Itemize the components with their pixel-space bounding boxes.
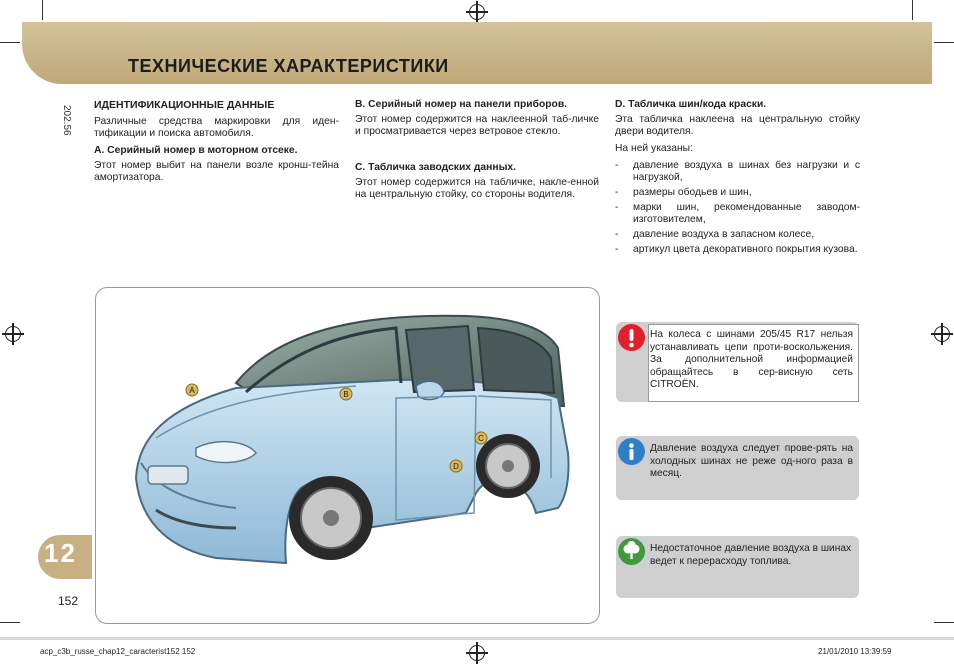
text-d: Эта табличка наклеена на центральную стойку двери водителя. [615,114,860,137]
car-illustration [96,288,599,623]
text-c: Этот номер содержится на табличке, накле-енной на центральную стойку, со стороны водителя. [355,177,599,200]
text-column-1 [94,99,339,189]
spec-list [615,160,860,256]
subheading-c: C. Табличка заводских данных. [355,162,516,173]
list-item: - артикул цвета декоративного покрытия кузова. [615,244,860,256]
text-column-2 [355,99,599,206]
subheading-d: D. Табличка шин/кода краски. [615,99,767,110]
warning-text: На колеса с шинами 205/45 R17 нельзя устанавливать цепи проти-воскольжения. За дополнительной информацией обращайтесь в сер-висную сеть CITROËN. [650,329,853,390]
page-number: 152 [58,594,79,608]
marker-label: C [478,434,484,443]
crop-mark [42,0,43,20]
subheading-b: B. Серийный номер на панели приборов. [355,99,568,110]
section-heading: ИДЕНТИФИКАЦИОННЫЕ ДАННЫЕ [94,99,275,111]
list-item: - марки шин, рекомендованные заводом-изготовителем, [615,202,860,226]
marker-b [340,388,352,400]
warning-icon [618,324,645,351]
text-column-3 [615,99,860,259]
crop-mark [912,0,913,20]
marker-label: B [343,390,349,399]
intro-text: Различные средства маркировки для иден-тификации и поиска автомобиля. [94,116,339,139]
warning-note [616,322,859,402]
marker-c [475,432,487,444]
subheading-a: A. Серийный номер в моторном отсеке. [94,145,298,156]
crop-mark [0,622,20,623]
car-photo [95,287,600,624]
list-intro: На ней указаны: [615,143,693,154]
eco-tree-icon [618,538,645,565]
crop-mark [934,622,954,623]
footer-file-info: acp_c3b_russe_chap12_caracterist152 152 [40,647,196,656]
footer-timestamp: 21/01/2010 13:39:59 [818,647,892,656]
marker-a [186,384,198,396]
eco-text: Недостаточное давление воздуха в шинах ведет к перерасходу топлива. [650,543,852,567]
footer-divider [0,637,954,640]
crop-mark [0,42,20,43]
side-code: 202.56 [61,105,72,136]
info-text: Давление воздуха следует прове-рять на холодных шинах не реже од-ного раза в месяц. [650,443,853,479]
page-title: ТЕХНИЧЕСКИЕ ХАРАКТЕРИСТИКИ [128,56,449,76]
registration-mark-icon [469,645,485,661]
text-a: Этот номер выбит на панели возле кронш-тейна амортизатора. [94,160,339,183]
marker-label: D [453,462,459,471]
info-icon [618,438,645,465]
list-item: - давление воздуха в шинах без нагрузки и с нагрузкой, [615,160,860,184]
registration-mark-icon [5,326,21,342]
chapter-number: 12 [44,538,77,568]
registration-mark-icon [469,4,485,20]
crop-mark [934,42,954,43]
eco-note [616,536,859,598]
list-item: - размеры ободьев и шин, [615,187,860,199]
registration-mark-icon [934,326,950,342]
marker-label: A [189,386,195,395]
info-note [616,436,859,500]
text-b: Этот номер содержится на наклеенной таб-личке и просматривается через ветровое стекло. [355,114,599,137]
marker-d [450,460,462,472]
list-item: - давление воздуха в запасном колесе, [615,229,860,241]
